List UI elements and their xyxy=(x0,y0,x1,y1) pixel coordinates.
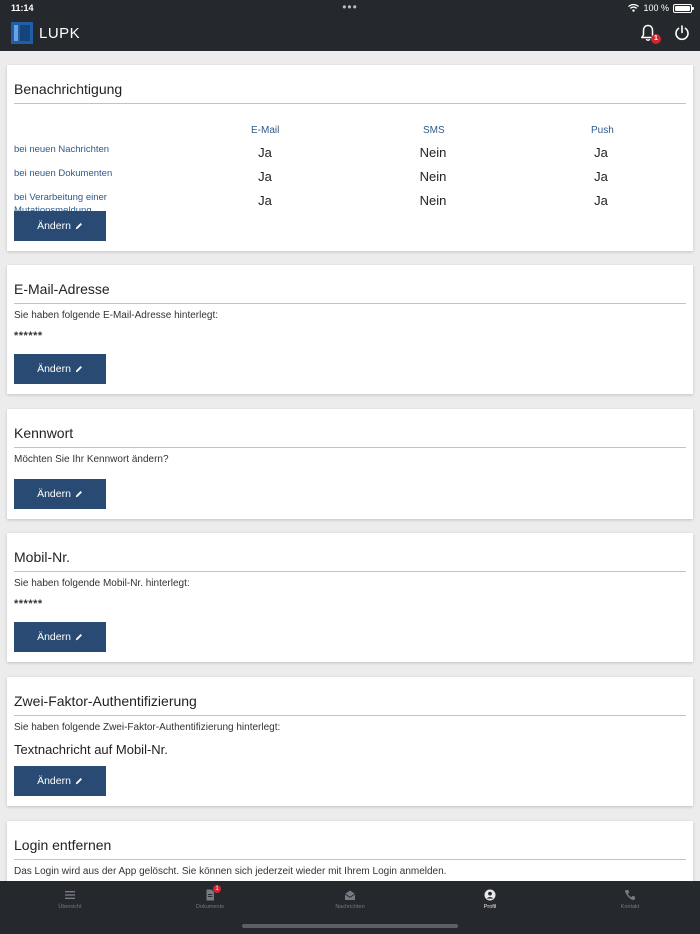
mail-open-icon xyxy=(344,889,356,901)
pencil-icon xyxy=(75,633,83,641)
bell-icon[interactable] xyxy=(640,24,656,42)
mobile-value: ****** xyxy=(14,598,43,610)
mobile-description: Sie haben folgende Mobil-Nr. hinterlegt: xyxy=(14,578,190,589)
change-notifications-button[interactable] xyxy=(14,211,106,241)
divider xyxy=(14,571,686,572)
remove-login-card xyxy=(7,821,693,881)
value-sms-messages: Nein xyxy=(419,145,447,160)
row-label-messages: bei neuen Nachrichten xyxy=(14,144,110,155)
tab-label: Dokumente xyxy=(195,904,225,910)
change-mobile-button[interactable] xyxy=(14,622,106,652)
value-email-messages: Ja xyxy=(258,145,272,160)
documents-badge: 1 xyxy=(213,885,221,893)
menu-icon xyxy=(64,889,76,901)
status-right xyxy=(628,3,692,13)
divider xyxy=(14,715,686,716)
battery-icon xyxy=(673,4,692,13)
tab-profile[interactable] xyxy=(420,889,560,910)
value-push-messages: Ja xyxy=(594,145,608,160)
home-indicator[interactable] xyxy=(242,924,458,928)
button-label: Ändern xyxy=(37,775,71,787)
phone-icon xyxy=(624,889,636,901)
button-label: Ändern xyxy=(37,488,71,500)
power-icon[interactable] xyxy=(674,25,690,41)
email-value: ****** xyxy=(14,330,43,342)
lupk-logo xyxy=(11,22,33,44)
user-circle-icon xyxy=(484,889,496,901)
profile-content[interactable] xyxy=(0,51,700,881)
tab-label: Profil xyxy=(483,904,497,910)
tab-label: Übersicht xyxy=(58,904,82,910)
multitask-dots-icon[interactable]: ••• xyxy=(342,0,358,14)
status-time: 11:14 xyxy=(11,3,34,13)
pencil-icon xyxy=(75,222,83,230)
card-title: Mobil-Nr. xyxy=(14,549,71,565)
card-title: Login entfernen xyxy=(14,837,112,853)
pencil-icon xyxy=(75,490,83,498)
battery-percent: 100 % xyxy=(643,3,669,13)
email-card xyxy=(7,265,693,394)
button-label: Ändern xyxy=(37,631,71,643)
remove-login-description: Das Login wird aus der App gelöscht. Sie können sich jederzeit wieder mit Ihrem Login anmelden. xyxy=(14,866,447,877)
change-twofa-button[interactable] xyxy=(14,766,106,796)
divider xyxy=(14,859,686,860)
column-header-sms: SMS xyxy=(423,125,445,136)
divider xyxy=(14,103,686,104)
two-factor-card xyxy=(7,677,693,806)
value-email-documents: Ja xyxy=(258,169,272,184)
change-password-button[interactable] xyxy=(14,479,106,509)
value-email-mutation: Ja xyxy=(258,193,272,208)
card-title: Benachrichtigung xyxy=(14,81,123,97)
pencil-icon xyxy=(75,365,83,373)
notification-settings-card xyxy=(7,65,693,251)
column-header-email: E-Mail xyxy=(251,125,280,136)
card-title: Zwei-Faktor-Authentifizierung xyxy=(14,693,197,709)
card-title: Kennwort xyxy=(14,425,74,441)
button-label: Ändern xyxy=(37,220,71,232)
brand xyxy=(11,22,80,44)
value-sms-mutation: Nein xyxy=(419,193,447,208)
password-card xyxy=(7,409,693,519)
twofa-description: Sie haben folgende Zwei-Faktor-Authentifizierung hinterlegt: xyxy=(14,722,281,733)
row-label-documents: bei neuen Dokumenten xyxy=(14,168,113,179)
card-title: E-Mail-Adresse xyxy=(14,281,110,297)
tab-overview[interactable] xyxy=(0,889,140,910)
row-label-mutation: bei Verarbeitung einer xyxy=(14,192,107,203)
email-description: Sie haben folgende E-Mail-Adresse hinterlegt: xyxy=(14,310,219,321)
mobile-number-card xyxy=(7,533,693,662)
wifi-icon xyxy=(628,4,639,12)
password-description: Möchten Sie Ihr Kennwort ändern? xyxy=(14,454,169,465)
value-sms-documents: Nein xyxy=(419,169,447,184)
value-push-mutation: Ja xyxy=(594,193,608,208)
button-label: Ändern xyxy=(37,363,71,375)
tab-documents[interactable] xyxy=(140,886,280,910)
column-header-push: Push xyxy=(591,125,614,136)
app-name: LUPK xyxy=(39,24,81,42)
tab-label: Kontakt xyxy=(620,904,640,910)
tab-messages[interactable] xyxy=(280,889,420,910)
pencil-icon xyxy=(75,777,83,785)
twofa-value: Textnachricht auf Mobil-Nr. xyxy=(14,742,168,757)
top-bar xyxy=(0,0,700,51)
value-push-documents: Ja xyxy=(594,169,608,184)
tab-contact[interactable] xyxy=(560,889,700,910)
tab-label: Nachrichten xyxy=(335,904,365,910)
status-bar xyxy=(0,0,700,18)
divider xyxy=(14,303,686,304)
notification-badge: 1 xyxy=(651,34,661,44)
change-email-button[interactable] xyxy=(14,354,106,384)
divider xyxy=(14,447,686,448)
